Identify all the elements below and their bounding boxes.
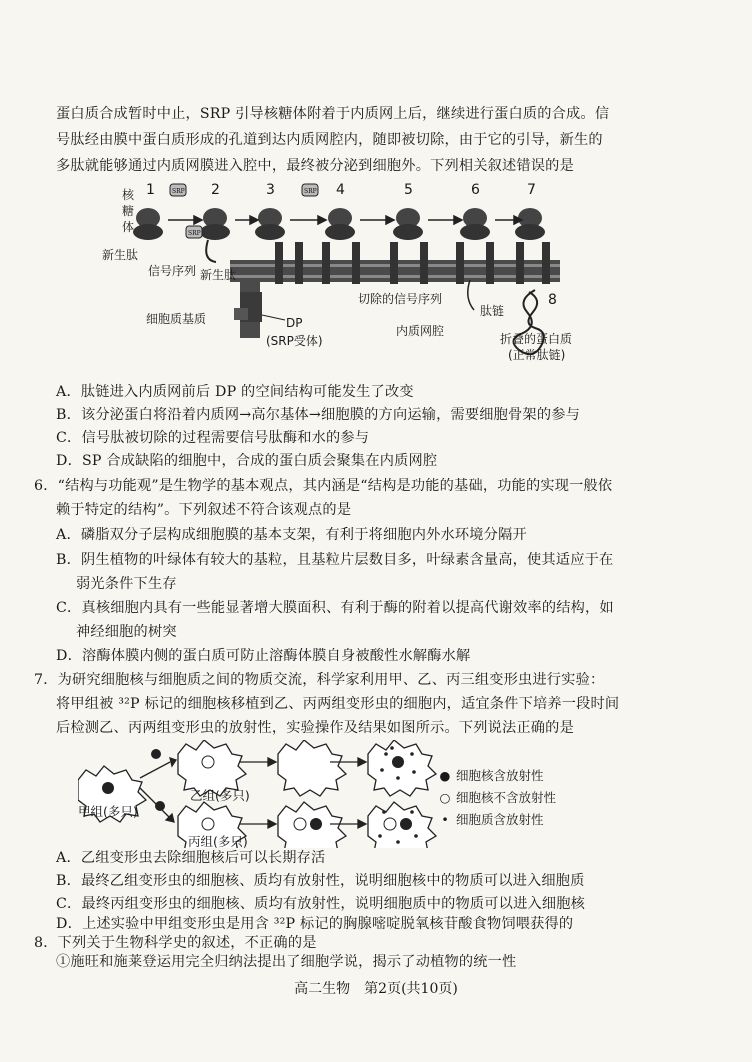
srp-particle-3 — [302, 184, 318, 196]
step-8: 8 — [548, 292, 557, 308]
q6-stem-line-2: 赖于特定的结构”。下列叙述不符合该观点的是 — [56, 502, 352, 518]
q6-option-d: D．溶酶体膜内侧的蛋白质可防止溶酶体膜自身被酸性水解酶水解 — [56, 648, 471, 664]
label-folded-protein: 折叠的蛋白质 — [500, 332, 573, 346]
label-cytoplasm: 细胞质基质 — [146, 312, 207, 326]
q6-stem-line-1: 6．“结构与功能观”是生物学的基本观点，其内涵是“结构是功能的基础，功能的实现一般依 — [34, 478, 613, 494]
amoeba-bing-2 — [278, 802, 346, 848]
label-group-bing: 丙组(多只) — [188, 834, 248, 849]
step-6: 6 — [471, 182, 480, 198]
legend-cytoplasm-radioactive: • 细胞质含放射性 — [438, 810, 544, 828]
dp-receptor — [234, 292, 262, 322]
q5-option-b: B．该分泌蛋白将沿着内质网→高尔基体→细胞膜的方向运输，需要细胞骨架的参与 — [56, 407, 580, 423]
ribosome-6 — [460, 208, 490, 240]
srp-particle-2 — [186, 226, 202, 238]
q7-option-d: D．上述实验中甲组变形虫是用含 ³²P 标记的胸腺嘧啶脱氧核苷酸食物饲喂获得的 — [56, 916, 574, 932]
label-nascent-peptide-2: 新生肽 — [200, 268, 237, 282]
label-er-lumen: 内质网腔 — [396, 324, 445, 338]
q7-legend — [438, 766, 598, 846]
legend-nucleus-not-radioactive: ○ 细胞核不含放射性 — [439, 790, 557, 805]
q7-option-b: B．最终乙组变形虫的细胞核、质均有放射性，说明细胞核中的物质可以进入细胞质 — [56, 873, 585, 889]
label-folded-protein-sub: (正常肽链) — [508, 348, 566, 362]
small-dot-icon: • — [441, 812, 449, 827]
q8-statement-1: ①施旺和施莱登运用完全归纳法提出了细胞学说，揭示了动植物的统一性 — [56, 954, 517, 970]
q7-option-a: A．乙组变形虫去除细胞核后可以长期存活 — [56, 850, 326, 866]
q5-stem-line-1: 蛋白质合成暂时中止，SRP 引导核糖体附着于内质网上后，继续进行蛋白质的合成。信 — [56, 106, 610, 122]
ribosome-7 — [515, 208, 545, 240]
label-dp: DP — [286, 316, 303, 330]
svg-text:SRP: SRP — [304, 188, 317, 195]
step-5: 5 — [404, 182, 413, 198]
amoeba-yi-3 — [368, 740, 436, 796]
q6-option-a: A．磷脂双分子层构成细胞膜的基本支架，有利于将细胞内外水环境分隔开 — [56, 527, 527, 543]
step-2: 2 — [211, 182, 220, 198]
label-dp-sub: (SRP受体) — [266, 334, 323, 348]
step-3: 3 — [266, 182, 275, 198]
q5-option-c: C．信号肽被切除的过程需要信号肽酶和水的参与 — [56, 430, 370, 446]
label-ribosome-1: 核 — [122, 188, 135, 202]
amoeba-yi-2 — [278, 740, 346, 796]
amoeba-bing-3 — [368, 802, 436, 848]
srp-particle-1 — [170, 184, 186, 196]
label-peptide-chain: 肽链 — [480, 304, 505, 318]
page-footer: 高二生物 第2页(共10页) — [294, 981, 458, 997]
q8-stem: 8．下列关于生物科学史的叙述，不正确的是 — [34, 935, 317, 951]
q5-option-d: D．SP 合成缺陷的细胞中，合成的蛋白质会聚集在内质网腔 — [56, 453, 438, 469]
q6-option-b-line-1: B．阴生植物的叶绿体有较大的基粒，且基粒片层数目多，叶绿素含量高，使其适应于在 — [56, 552, 614, 568]
q7-figure — [78, 740, 598, 848]
label-cut-signal-sequence: 切除的信号序列 — [358, 292, 443, 306]
step-1: 1 — [146, 182, 155, 198]
q7-stem-line-2: 将甲组被 ³²P 标记的细胞核移植到乙、丙两组变形虫的细胞内，适宜条件下培养一段时间 — [56, 696, 620, 712]
q5-option-a: A．肽链进入内质网前后 DP 的空间结构可能发生了改变 — [56, 384, 414, 400]
legend-nucleus-radioactive: ● 细胞核含放射性 — [439, 768, 544, 783]
label-group-yi: 乙组(多只) — [190, 788, 250, 803]
svg-text:SRP: SRP — [172, 188, 185, 195]
step-4: 4 — [336, 182, 345, 198]
q5-figure — [90, 180, 590, 380]
filled-circle-icon: ● — [439, 768, 451, 783]
q7-option-c: C．最终丙组变形虫的细胞核、质均有放射性，说明细胞质中的物质可以进入细胞核 — [56, 896, 586, 912]
ribosome-4 — [325, 208, 355, 240]
q7-stem-line-1: 7．为研究细胞核与细胞质之间的物质交流，科学家利用甲、乙、丙三组变形虫进行实验： — [34, 672, 605, 688]
q7-stem-line-3: 后检测乙、丙两组变形虫的放射性，实验操作及结果如图所示。下列说法正确的是 — [56, 720, 574, 736]
label-nascent-peptide-1: 新生肽 — [102, 248, 139, 262]
ribosome-2 — [200, 208, 230, 262]
label-ribosome-2: 糖 — [122, 204, 135, 218]
svg-text:SRP: SRP — [188, 230, 201, 237]
q5-stem-line-3: 多肽就能够通过内质网膜进入腔中，最终被分泌到细胞外。下列相关叙述错误的是 — [56, 158, 574, 174]
q5-stem-line-2: 号肽经由膜中蛋白质形成的孔道到达内质网腔内，随即被切除，由于它的引导，新生的 — [56, 132, 603, 148]
q6-option-c-line-2: 神经细胞的树突 — [76, 624, 177, 640]
label-ribosome-3: 体 — [122, 220, 135, 234]
q6-option-b-line-2: 弱光条件下生存 — [76, 576, 177, 592]
label-signal-sequence: 信号序列 — [148, 264, 197, 278]
ribosome-3 — [255, 208, 285, 240]
step-7: 7 — [527, 182, 536, 198]
q6-option-c-line-1: C．真核细胞内具有一些能显著增大膜面积、有利于酶的附着以提高代谢效率的结构，如 — [56, 600, 614, 616]
ribosome-5 — [393, 208, 423, 240]
hollow-circle-icon: ○ — [439, 790, 451, 805]
label-group-jia: 甲组(多只) — [78, 804, 138, 819]
ribosome-1 — [133, 208, 163, 240]
